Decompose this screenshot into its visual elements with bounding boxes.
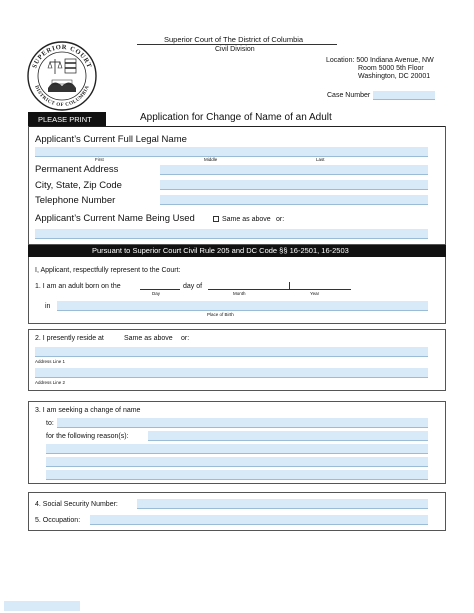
reason-input-3[interactable] bbox=[46, 457, 428, 467]
middle-label: Middle bbox=[204, 157, 218, 162]
birth-day-line[interactable] bbox=[140, 289, 180, 290]
location-line-3: Washington, DC 20001 bbox=[358, 73, 431, 80]
in-label: in bbox=[45, 303, 51, 310]
place-of-birth-label: Place of Birth bbox=[207, 312, 234, 317]
reasons-label: for the following reason(s): bbox=[46, 433, 129, 440]
form-title: Application for Change of Name of an Adult bbox=[140, 112, 332, 123]
court-name: Superior Court of The District of Columbia bbox=[164, 35, 304, 44]
new-name-input[interactable] bbox=[57, 418, 428, 428]
to-label: to: bbox=[46, 420, 54, 427]
reside-label: 2. I presently reside at bbox=[35, 335, 104, 342]
address-line-1-label: Address Line 1 bbox=[35, 359, 66, 364]
court-underline bbox=[137, 44, 337, 45]
month-year-divider bbox=[289, 282, 290, 290]
represent-text: I, Applicant, respectfully represent to the Court: bbox=[35, 267, 181, 274]
court-seal-icon bbox=[26, 40, 98, 112]
current-name-label: Applicant’s Current Name Being Used bbox=[35, 213, 195, 224]
reason-input-4[interactable] bbox=[46, 470, 428, 480]
seal-bottom-text: DISTRICT OF COLUMBIA bbox=[33, 84, 91, 109]
location-line-2: Room 5000 5th Floor bbox=[358, 65, 424, 72]
address-line-2-input[interactable] bbox=[35, 368, 428, 378]
city-state-zip-label: City, State, Zip Code bbox=[35, 180, 122, 191]
birth-month-year-line[interactable] bbox=[208, 289, 351, 290]
same-as-above-checkbox[interactable] bbox=[213, 216, 219, 222]
born-on-label: 1. I am an adult born on the bbox=[35, 283, 121, 290]
ssn-input[interactable] bbox=[137, 499, 428, 509]
year-label: Year bbox=[310, 291, 320, 296]
case-number-input[interactable] bbox=[373, 91, 435, 100]
reside-or-label: or: bbox=[181, 335, 190, 342]
reside-same-as-above-label: Same as above bbox=[124, 335, 173, 342]
seal-top-text: SUPERIOR COURT bbox=[31, 43, 93, 70]
month-label: Month bbox=[233, 291, 246, 296]
telephone-label: Telephone Number bbox=[35, 195, 116, 206]
telephone-input[interactable] bbox=[160, 195, 428, 205]
address-line-1-input[interactable] bbox=[35, 347, 428, 357]
footer-field[interactable] bbox=[4, 601, 80, 611]
legal-name-input[interactable] bbox=[35, 147, 428, 157]
day-label: Day bbox=[152, 291, 161, 296]
reason-input-1[interactable] bbox=[148, 431, 428, 441]
seeking-label: 3. I am seeking a change of name bbox=[35, 407, 141, 414]
legal-name-label: Applicant’s Current Full Legal Name bbox=[35, 134, 187, 145]
or-label: or: bbox=[276, 216, 285, 223]
same-as-above-label: Same as above bbox=[222, 216, 271, 223]
address-line-2-label: Address Line 2 bbox=[35, 380, 66, 385]
occupation-label: 5. Occupation: bbox=[35, 517, 81, 524]
day-of-label: day of bbox=[183, 283, 203, 290]
last-label: Last bbox=[316, 157, 325, 162]
occupation-input[interactable] bbox=[90, 515, 428, 525]
ssn-label: 4. Social Security Number: bbox=[35, 501, 118, 508]
pursuant-text: Pursuant to Superior Court Civil Rule 205 and DC Code §§ 16-2501, 16-2503 bbox=[92, 246, 349, 255]
location-line-1: Location: 500 Indiana Avenue, NW bbox=[326, 57, 434, 64]
current-name-input[interactable] bbox=[35, 229, 428, 239]
first-label: First bbox=[95, 157, 104, 162]
court-seal bbox=[26, 40, 98, 112]
ssn-occupation-section bbox=[28, 492, 446, 531]
case-number-label: Case Number bbox=[327, 92, 371, 99]
permanent-address-input[interactable] bbox=[160, 165, 428, 175]
permanent-address-label: Permanent Address bbox=[35, 164, 119, 175]
reason-input-2[interactable] bbox=[46, 444, 428, 454]
city-state-zip-input[interactable] bbox=[160, 180, 428, 190]
place-of-birth-input[interactable] bbox=[57, 301, 428, 311]
please-print-text: PLEASE PRINT bbox=[38, 115, 92, 124]
division-name: Civil Division bbox=[215, 46, 255, 53]
